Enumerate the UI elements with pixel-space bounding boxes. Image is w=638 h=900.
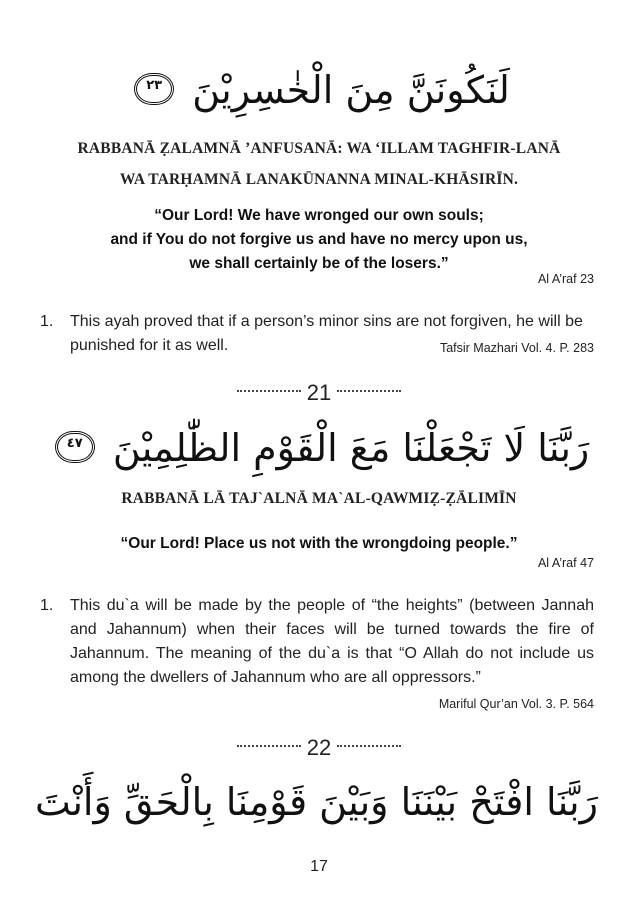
note-number: 1. — [40, 597, 54, 614]
note-text: This ayah proved that if a person’s minor sins are not forgiven, he will be punished for it as well. — [70, 313, 583, 354]
tafsir-source: Tafsir Mazhari Vol. 4. P. 283 — [439, 341, 594, 355]
note-number: 1. — [40, 313, 54, 330]
arabic-verse-21 — [40, 422, 598, 474]
arabic-verse-22 — [35, 776, 598, 828]
transliteration-line: RABBANĀ ẒALAMNĀ ’ANFUSANĀ: WA ‘ILLAM TAGHFIR-LANĀ — [77, 140, 561, 157]
commentary-note-20 — [40, 310, 594, 360]
surah-reference: Al A’raf 47 — [537, 556, 594, 570]
arabic-text: رَبَّنَا لَا تَجْعَلْنَا مَعَ الْقَوْمِ الظّٰلِمِيْنَ — [112, 426, 590, 470]
dotted-divider — [337, 390, 401, 392]
translation-line: we shall certainly be of the losers.” — [189, 255, 449, 272]
transliteration-21: RABBANĀ LĀ TAJ`ALNĀ MA`AL-QAWMIẒ-ẒĀLIMĪN — [121, 490, 517, 507]
transliteration-20 — [30, 133, 608, 195]
page-number: 17 — [310, 858, 328, 875]
section-number: 22 — [306, 735, 332, 760]
ayah-number-marker: ٢٣ — [134, 73, 174, 105]
arabic-verse-20 — [40, 64, 598, 116]
commentary-note-21 — [40, 594, 594, 716]
arabic-text: لَنَكُونَنَّ مِنَ الْخٰسِرِيْنَ — [192, 68, 510, 112]
ayah-number-marker: ٤٧ — [55, 431, 95, 463]
tafsir-source: Mariful Qur’an Vol. 3. P. 564 — [438, 697, 594, 711]
translation-line: and if You do not forgive us and have no mercy upon us, — [110, 231, 528, 248]
translation-20 — [40, 204, 598, 276]
dotted-divider — [337, 745, 401, 747]
translation-21: “Our Lord! Place us not with the wrongdoing people.” — [120, 535, 518, 552]
transliteration-line: WA TARḤAMNĀ LANAKŪNANNA MINAL-KHĀSIRĪN. — [119, 171, 519, 188]
dua-number-22 — [0, 735, 638, 761]
section-number: 21 — [306, 380, 332, 405]
dua-number-21 — [0, 380, 638, 406]
dotted-divider — [237, 745, 301, 747]
note-text: This du`a will be made by the people of “the heights” (between Jannah and Jahannum) when their faces will be turned towards the fire of Jahannum. The meaning of the du`a is that “O Allah do not include us among the dwellers of Jahannum who are all oppressors.” — [70, 597, 594, 686]
dotted-divider — [237, 390, 301, 392]
translation-line: “Our Lord! We have wronged our own souls; — [154, 207, 484, 224]
arabic-text: رَبَّنَا افْتَحْ بَيْنَنَا وَبَيْنَ قَوْمِنَا بِالْحَقِّ وَأَنْتَ — [35, 780, 598, 824]
surah-reference: Al A’raf 23 — [537, 272, 594, 286]
